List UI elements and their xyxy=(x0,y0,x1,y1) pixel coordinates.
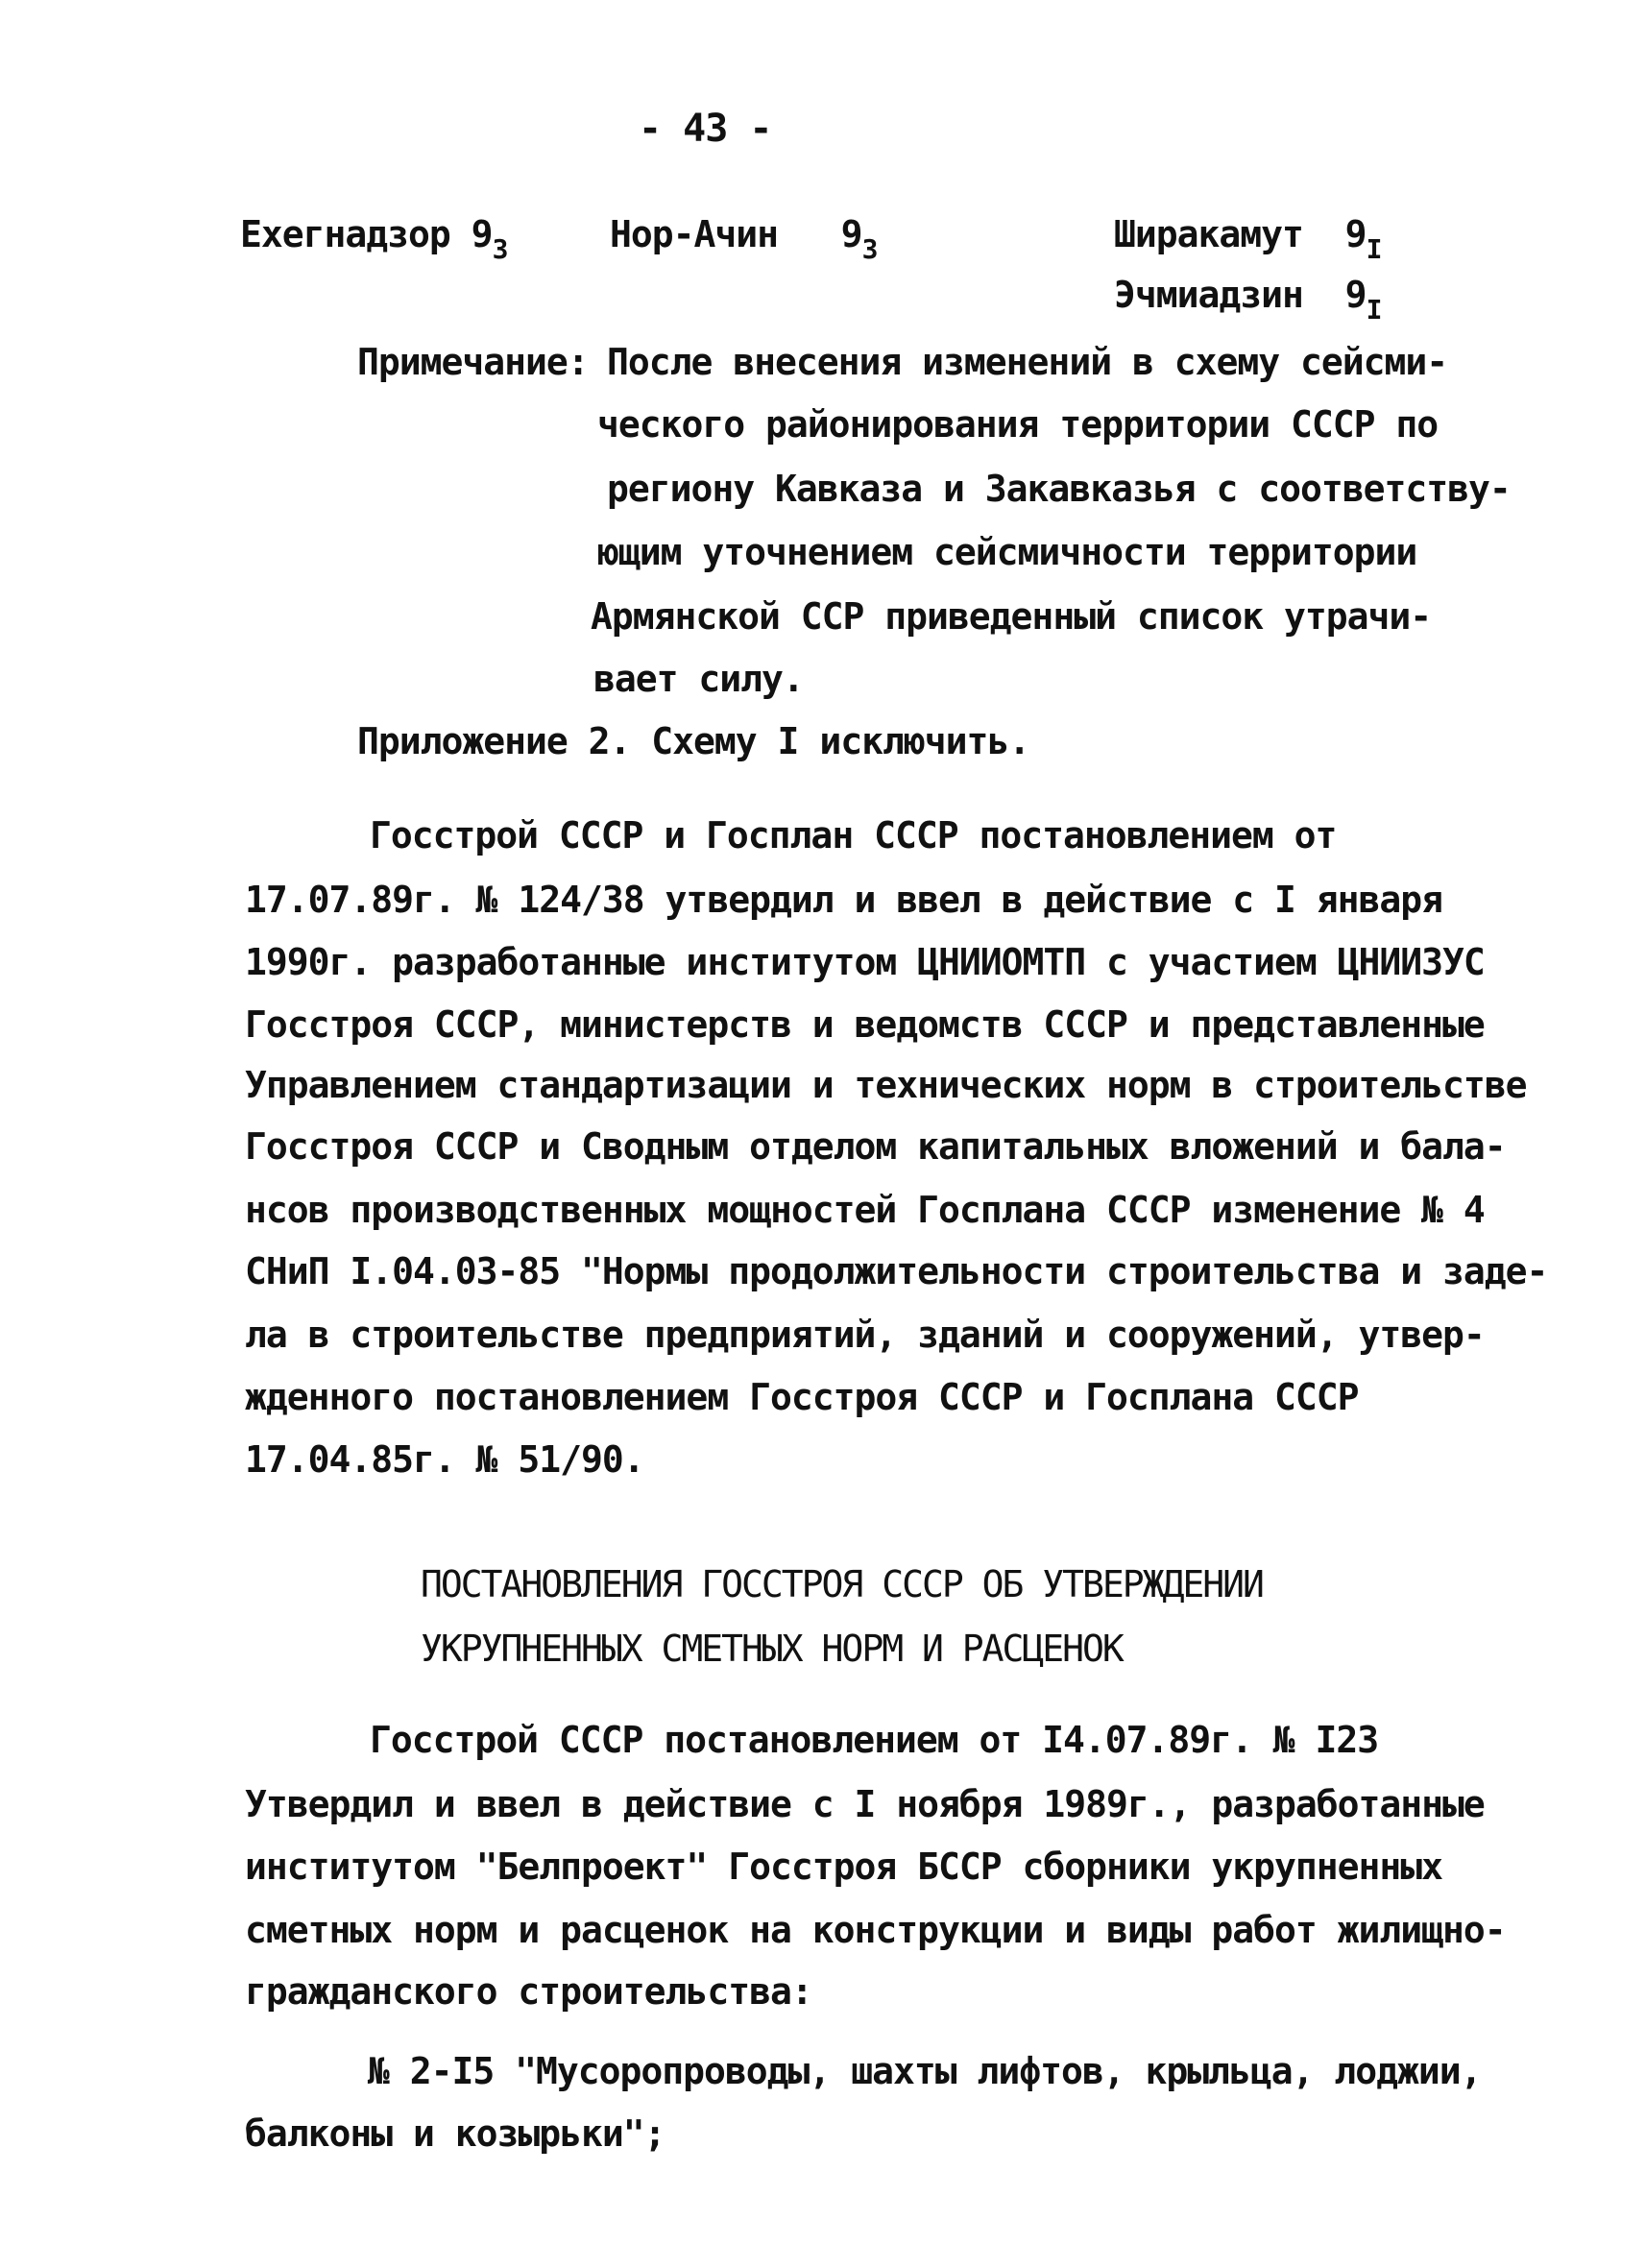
place-row xyxy=(610,213,878,265)
paragraph-line: Госстрой СССР и Госплан СССР постановлением от xyxy=(370,814,1337,857)
paragraph-line: сметных норм и расценок на конструкции и виды работ жилищно- xyxy=(245,1909,1506,1951)
section-heading: УКРУПНЕННЫХ СМЕТНЫХ НОРМ И РАСЦЕНОК xyxy=(421,1628,1123,1670)
seismic-subscript: 3 xyxy=(492,233,508,265)
seismic-subscript: I xyxy=(1366,294,1382,326)
seismic-value: 9 xyxy=(471,213,493,255)
note-line: Армянской ССР приведенный список утрачи- xyxy=(591,595,1432,638)
place-name: Ехегнадзор xyxy=(240,213,450,255)
place-row xyxy=(1114,274,1382,326)
paragraph-line: 17.04.85г. № 51/90. xyxy=(245,1438,644,1481)
place-name: Эчмиадзин xyxy=(1114,274,1303,316)
page-number: - 43 - xyxy=(639,107,772,151)
paragraph-line: СНиП I.04.03-85 "Нормы продолжительности строительства и заде- xyxy=(245,1250,1548,1292)
place-name: Нор-Ачин xyxy=(610,213,779,255)
place-name: Ширакамут xyxy=(1114,213,1303,255)
seismic-value: 9 xyxy=(1344,274,1367,316)
seismic-subscript: 3 xyxy=(861,233,878,265)
appendix-line: Приложение 2. Схему I исключить. xyxy=(357,720,1030,762)
paragraph-line: жденного постановлением Госстроя СССР и Госплана СССР xyxy=(245,1376,1359,1418)
paragraph-line: Госстрой СССР постановлением от I4.07.89г. № I23 xyxy=(370,1719,1379,1761)
paragraph-line: ла в строительстве предприятий, зданий и сооружений, утвер- xyxy=(245,1314,1485,1356)
paragraph-line: Госстроя СССР и Сводным отделом капитальных вложений и бала- xyxy=(245,1125,1506,1168)
seismic-value: 9 xyxy=(1344,213,1367,255)
note-line: ческого районирования территории СССР по xyxy=(597,403,1439,446)
paragraph-line: нсов производственных мощностей Госплана СССР изменение № 4 xyxy=(245,1189,1485,1231)
paragraph-line: 17.07.89г. № 124/38 утвердил и ввел в действие с I января xyxy=(245,879,1443,921)
paragraph-line: 1990г. разработанные институтом ЦНИИОМТП с участием ЦНИИЗУС xyxy=(245,941,1485,983)
paragraph-line: Управлением стандартизации и технических норм в строительстве xyxy=(245,1064,1527,1106)
paragraph-line: Госстроя СССР, министерств и ведомств СССР и представленные xyxy=(245,1003,1485,1046)
note-line: ющим уточнением сейсмичности территории xyxy=(597,531,1417,573)
list-item: № 2-I5 "Мусоропроводы, шахты лифтов, крыльца, лоджии, xyxy=(368,2050,1482,2092)
note-line: вает силу. xyxy=(593,658,804,700)
paragraph-line: гражданского строительства: xyxy=(245,1970,812,2013)
place-row xyxy=(1114,213,1382,265)
note-line: региону Кавказа и Закавказья с соответству- xyxy=(607,468,1511,510)
paragraph-line: институтом "Белпроект" Госстроя БССР сборники укрупненных xyxy=(245,1846,1443,1888)
place-row xyxy=(240,213,508,265)
paragraph-line: Утвердил и ввел в действие с I ноября 1989г., разработанные xyxy=(245,1783,1485,1825)
section-heading: ПОСТАНОВЛЕНИЯ ГОССТРОЯ СССР ОБ УТВЕРЖДЕНИИ xyxy=(421,1563,1263,1605)
note-line: После внесения изменений в схему сейсми- xyxy=(607,341,1448,383)
note-label: Примечание: xyxy=(357,341,589,383)
list-item: балконы и козырьки"; xyxy=(245,2112,665,2155)
seismic-subscript: I xyxy=(1366,233,1382,265)
seismic-value: 9 xyxy=(840,213,862,255)
